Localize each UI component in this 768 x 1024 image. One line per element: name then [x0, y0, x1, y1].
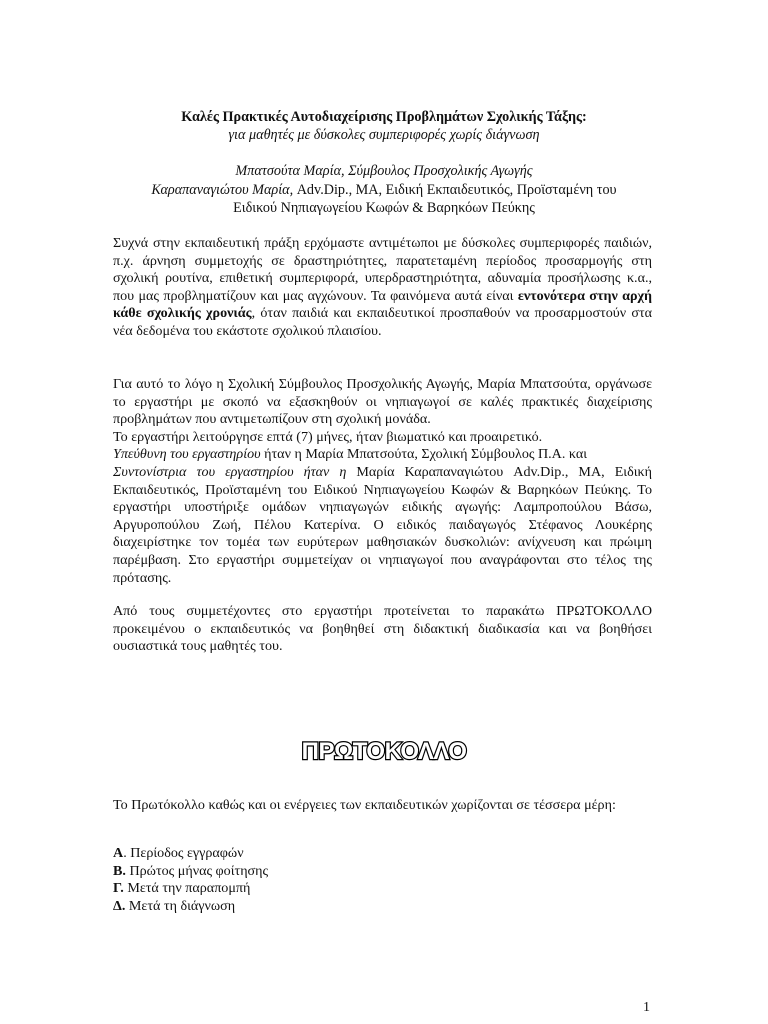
intro-text-b: , όταν παιδιά και εκπαιδευτικοί προσπαθούν να προσαρμοστούν στα νέα δεδομένα του εκάστοτε σχολικού πλαισίου. [113, 305, 652, 339]
author-2-name: Καραπαναγιώτου Μαρία, [151, 181, 294, 198]
proposal-paragraph [113, 603, 652, 656]
workshop-coord-label: Συντονίστρια του εργαστηρίου ήταν η [113, 463, 347, 480]
workshop-line-a: Για αυτό το λόγο η Σχολική Σύμβουλος Προσχολικής Αγωγής, Μαρία Μπατσούτα, οργάνωσε το εργαστήρι με σκοπό να εξασκηθούν οι νηπιαγωγοί σε καλές πρακτικές διαχείρισης προβλημάτων που αντιμετωπίζουν στη σχολική μονάδα. [113, 376, 652, 428]
list-item-letter: Α [113, 845, 124, 861]
list-item [113, 845, 268, 863]
protocol-heading: ΠΡΩΤΟΚΟΛΛΟ [301, 738, 467, 765]
protocol-heading-wordart [0, 736, 768, 766]
document-header [60, 108, 708, 144]
intro-paragraph [113, 235, 652, 341]
authors-block [60, 162, 708, 218]
document-subtitle: για μαθητές με δύσκολες συμπεριφορές χωρίς διάγνωση [228, 127, 540, 143]
list-item-letter: Γ. [113, 880, 124, 897]
protocol-intro-paragraph [113, 797, 652, 815]
workshop-resp-label: Υπεύθυνη του εργαστηρίου [113, 446, 261, 463]
list-item-label: Πρώτος μήνας φοίτησης [125, 862, 269, 879]
list-item-label: . Περίοδος εγγραφών [123, 845, 244, 861]
list-item-label: Μετά την παραπομπή [123, 880, 251, 897]
workshop-paragraph [113, 376, 652, 587]
workshop-line-b: Το εργαστήρι λειτούργησε επτά (7) μήνες, ήταν βιωματικό και προαιρετικό. [113, 428, 543, 445]
page-number: 1 [643, 1000, 650, 1015]
list-item-letter: Δ. [113, 897, 126, 914]
list-item [113, 898, 268, 916]
list-item [113, 863, 268, 881]
author-2-school: Ειδικού Νηπιαγωγείου Κωφών & Βαρηκόων Πεύκης [233, 200, 535, 216]
intro-text-a: Συχνά στην εκπαιδευτική πράξη ερχόμαστε αντιμέτωποι με δύσκολες συμπεριφορές παιδιών, π.χ. άρνηση συμμετοχής σε δραστηριότητες, παρατεταμένη περίοδος προσαρμογής στη σχολική ρουτίνα, επιθετική συμπεριφορά, υπερδραστηριότητα, αδυναμία προσήλωσης κ.α., που μας προβληματίζουν και μας αγχώνουν. Τα φαινόμενα αυτά είναι [113, 235, 652, 304]
protocol-intro: Το Πρωτόκολλο καθώς και οι ενέργειες των εκπαιδευτικών χωρίζονται σε τέσσερα μέρη: [113, 797, 616, 813]
list-item-letter: Β. [113, 862, 126, 879]
author-2-credentials: Adv.Dip., MA, Ειδική Εκπαιδευτικός, Προϊσταμένη του [293, 181, 617, 198]
proposal-text: Από τους συμμετέχοντες στο εργαστήρι προτείνεται το παρακάτω ΠΡΩΤΟΚΟΛΛΟ προκειμένου ο εκπαιδευτικός να βοηθηθεί στη διδακτική διαδικασία και να βοηθήσει ουσιαστικά τους μαθητές του. [113, 603, 652, 655]
list-item [113, 880, 268, 898]
workshop-resp-text: ήταν η Μαρία Μπατσούτα, Σχολική Σύμβουλος Π.Α. και [260, 446, 588, 463]
workshop-coord-text: Μαρία Καραπαναγιώτου Adv.Dip., MA, Ειδική Εκπαιδευτικός, Προϊσταμένη του Ειδικού Νηπιαγωγείου Κωφών & Βαρηκόων Πεύκης. Το εργαστήρι υποστήριξε ομάδων νηπιαγωγών ειδικής αγωγής: Λαμπροπούλου Βάσω, Αργυροπούλου Ζωή, Πέλου Κατερίνα. Ο ειδικός παιδαγωγός Στέφανος Λουκέρης διαχειρίστηκε τον τομέα των ευρύτερων μαθησιακών δυσκολιών: ανίχνευση και πρώιμη παρέμβαση. Στο εργαστήρι συμμετείχαν οι νηπιαγωγοί που αναγράφονται στο τέλος της πρότασης. [113, 463, 652, 586]
protocol-parts-list [113, 845, 268, 915]
intro-emphasis: εντονότερα στην αρχή κάθε σχολικής χρονιάς [113, 287, 653, 322]
list-item-label: Μετά τη διάγνωση [125, 897, 236, 914]
document-title: Καλές Πρακτικές Αυτοδιαχείρισης Προβλημάτων Σχολικής Τάξης: [181, 109, 587, 125]
author-1: Μπατσούτα Μαρία, Σύμβουλος Προσχολικής Αγωγής [235, 163, 533, 179]
